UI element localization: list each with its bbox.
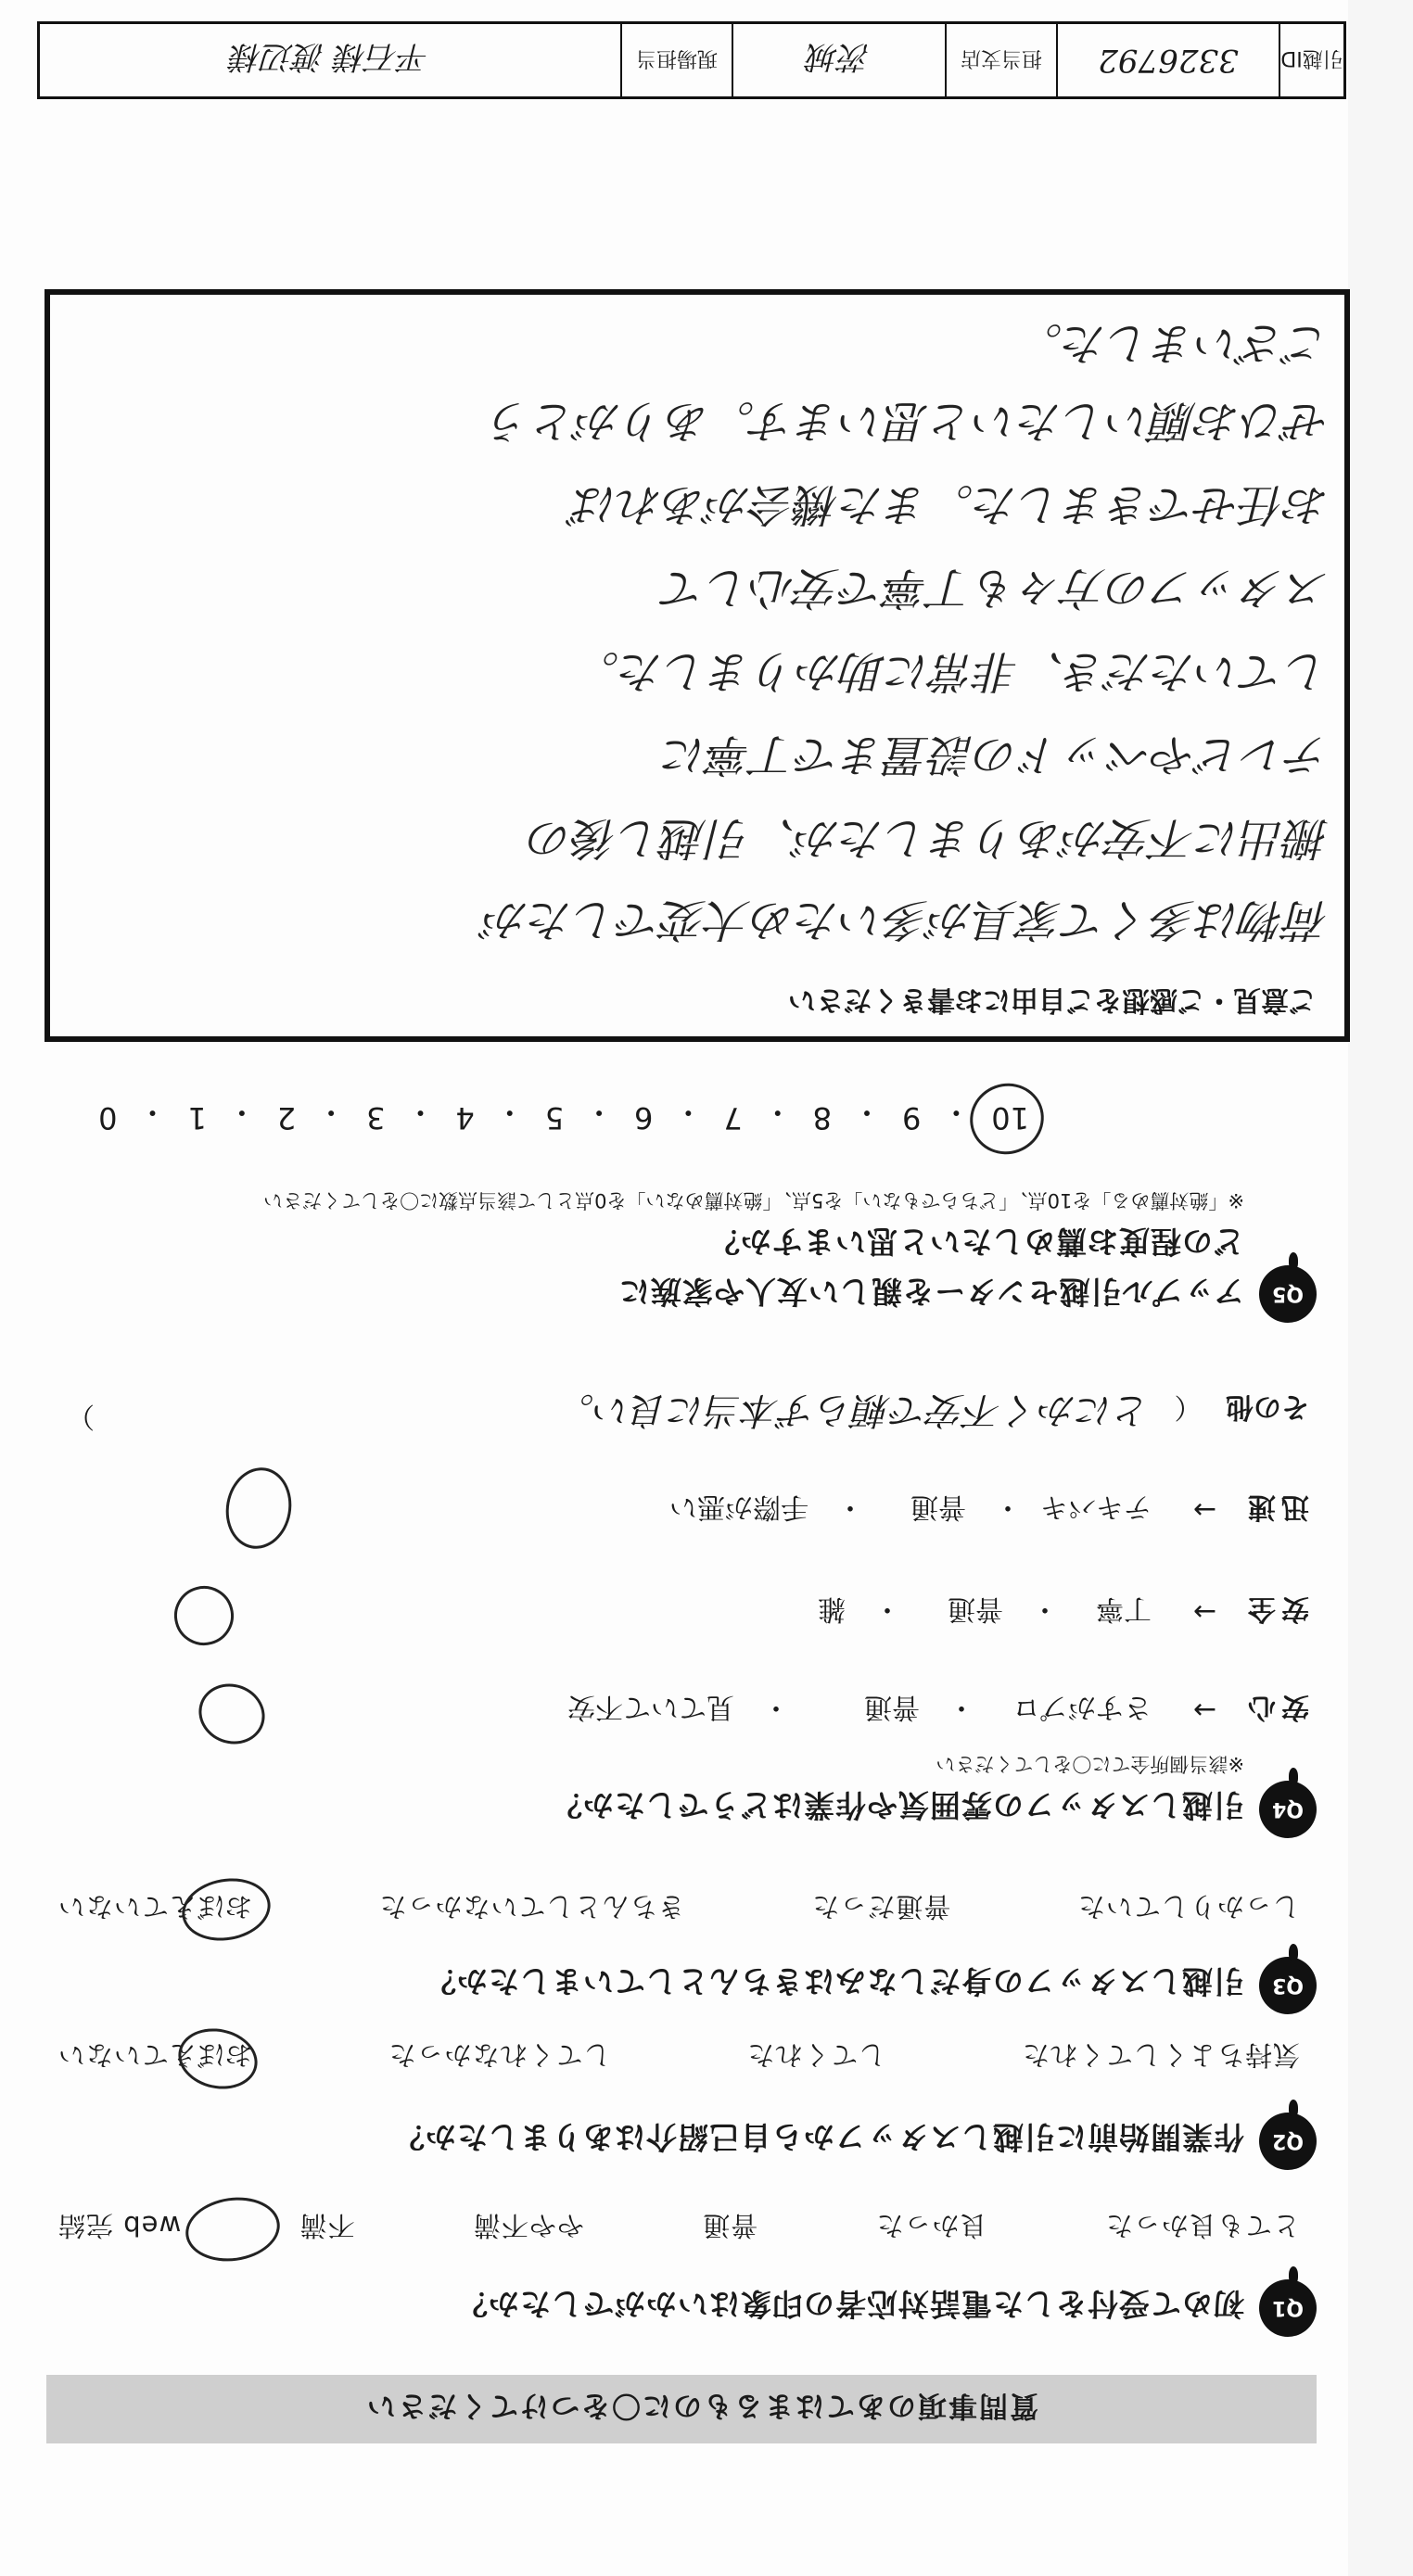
score-option[interactable]: 5: [544, 1100, 565, 1136]
comment-line: 搬出に不安がありましたが、引越し後の: [528, 812, 1330, 864]
q4-row-jinsoku: 迅速 → テキパキ ・ 普通 ・ 手際が悪い: [669, 1490, 1309, 1530]
leader-label: 現場担当: [620, 24, 732, 96]
score-option[interactable]: 0: [98, 1100, 118, 1136]
q4-option[interactable]: 手際が悪い: [669, 1491, 808, 1523]
q4-option[interactable]: 雑: [818, 1593, 846, 1625]
q4-anshin-circle: [190, 1675, 274, 1754]
q4-row-label: 安全: [1242, 1593, 1309, 1625]
q2-selection-circle: [172, 2022, 262, 2096]
q5-badge: Q5: [1259, 1265, 1317, 1323]
q5-score-scale: 10 ・ 9 ・ 8 ・ 7 ・ 6 ・ 5 ・ 4 ・ 3 ・ 2 ・ 1 ・ 0: [98, 1095, 1029, 1136]
q1-selection-circle: [182, 2191, 284, 2267]
q4-row-anzen: 安全 → 丁寧 ・ 普通 ・ 雑: [818, 1592, 1309, 1632]
q5-selection-circle: [960, 1073, 1053, 1165]
q4-row-anshin: 安心 → さすがプロ ・ 普通 ・ 見ていて不安: [567, 1690, 1309, 1731]
q4-row-label: 迅速: [1242, 1491, 1309, 1523]
q3-option[interactable]: 普通だった: [811, 1891, 951, 1922]
comment-line: ございました。: [1017, 317, 1330, 369]
score-option[interactable]: 2: [276, 1100, 297, 1136]
instruction-banner: [46, 2375, 1317, 2443]
id-label: 引越ID: [1279, 24, 1343, 96]
q4-badge: Q4: [1259, 1781, 1317, 1838]
q5-question-line1: アップル引越センターを親しい友人や家族に: [617, 1274, 1244, 1310]
q2-option[interactable]: してくれなかった: [388, 2039, 611, 2071]
q4-option[interactable]: 見ていて不安: [567, 1691, 734, 1723]
q4-row-label: 安心: [1242, 1691, 1309, 1723]
comment-line: スタッフの方々も丁寧で安心して: [661, 562, 1330, 614]
q4-option[interactable]: 普通: [948, 1593, 1003, 1625]
q3-option[interactable]: おぼえていない: [57, 1891, 253, 1922]
q5-question-line2: どの程度お薦めしたいと思いますか？: [708, 1224, 1244, 1260]
q4-option[interactable]: さすがプロ: [1012, 1691, 1152, 1723]
comment-line: していただき、非常に助かりました。: [574, 645, 1330, 697]
q3-option[interactable]: きちんとしていなかった: [378, 1891, 685, 1922]
branch-label: 担当支店: [945, 24, 1056, 96]
q4-other-close-paren: ）: [67, 1400, 95, 1432]
q1-option[interactable]: やや不満: [472, 2210, 584, 2241]
score-option[interactable]: 1: [187, 1100, 207, 1136]
q2-question: 作業開始前に引越しスタッフから自己紹介はありましたか？: [393, 2119, 1244, 2155]
q4-option[interactable]: テキパキ: [1040, 1491, 1152, 1523]
arrow-icon: →: [1192, 1694, 1216, 1727]
q3-option[interactable]: しっかりしていた: [1076, 1891, 1300, 1922]
arrow-icon: →: [1192, 1493, 1216, 1527]
score-option[interactable]: 3: [366, 1100, 386, 1136]
q1-question: 初めて受付をした電話対応者の印象はいかがでしたか？: [456, 2286, 1244, 2322]
q3-badge: Q3: [1259, 1957, 1317, 2014]
q2-badge: Q2: [1259, 2113, 1317, 2170]
q4-anzen-circle: [168, 1580, 240, 1652]
comment-line: 荷物は多くて家具が多いため大変でしたが: [483, 894, 1330, 945]
score-option[interactable]: 7: [723, 1100, 743, 1136]
id-table: [37, 21, 1346, 99]
q1-option[interactable]: 不満: [299, 2210, 355, 2241]
score-option[interactable]: 4: [455, 1100, 475, 1136]
q2-option[interactable]: おぼえていない: [57, 2039, 253, 2071]
q5-note: ※「絶対薦める」を10点、「どちらでもない」を5点、「絶対薦めない」を0点として該当点数に〇をしてください: [263, 1189, 1244, 1212]
arrow-icon: →: [1192, 1595, 1216, 1629]
q1-badge: Q1: [1259, 2279, 1317, 2337]
banner-text: 質問事項のあてはまるものに〇をつけてください: [365, 2389, 1038, 2423]
q4-other-open-paren: （: [1174, 1390, 1203, 1423]
q1-option[interactable]: 良かった: [875, 2210, 987, 2241]
score-option[interactable]: 8: [812, 1100, 833, 1136]
q4-jinsoku-circle: [220, 1463, 298, 1554]
q4-option[interactable]: 普通: [910, 1491, 966, 1523]
q4-other-label: その他: [1226, 1390, 1309, 1423]
score-option[interactable]: 9: [901, 1100, 922, 1136]
q1-option[interactable]: とても良かった: [1104, 2210, 1300, 2241]
q4-other-handwritten[interactable]: とにかく不安で頼らず本当に良い。: [556, 1389, 1151, 1431]
comment-line: お任せできました。また機会があれば: [572, 478, 1330, 530]
id-value: 3326792: [1056, 24, 1279, 96]
score-option[interactable]: 6: [634, 1100, 654, 1136]
leader-value: 平石様 渡辺様: [230, 38, 430, 76]
q4-question: 引越しスタッフの雰囲気や作業はどうでしたか？: [551, 1787, 1244, 1823]
q4-option[interactable]: 普通: [864, 1691, 920, 1723]
comment-line: テレビやベッドの設置まで丁寧に: [662, 729, 1330, 780]
score-option[interactable]: 10: [991, 1100, 1029, 1136]
branch-value: 茨城: [732, 24, 945, 96]
comment-line: ぜひお願いしたいと思います。ありがとう: [487, 395, 1330, 447]
q4-option[interactable]: 丁寧: [1096, 1593, 1152, 1625]
q1-option[interactable]: web 完結: [57, 2210, 182, 2241]
q2-option[interactable]: 気持ちよくしてくれた: [1021, 2039, 1300, 2071]
scan-edge: [1348, 0, 1413, 2576]
q2-option[interactable]: してくれた: [746, 2039, 886, 2071]
comment-title: ご意見・ご感想をご自由にお書きください: [788, 983, 1317, 1016]
q3-question: 引越しスタッフの身だしなみはきちんとしていましたか？: [425, 1963, 1244, 1999]
q3-selection-circle: [177, 1872, 275, 1948]
q1-option[interactable]: 普通: [702, 2210, 758, 2241]
q4-other: [67, 1387, 1309, 1440]
q4-note: ※該当個所全てに〇をしてください: [936, 1753, 1244, 1775]
